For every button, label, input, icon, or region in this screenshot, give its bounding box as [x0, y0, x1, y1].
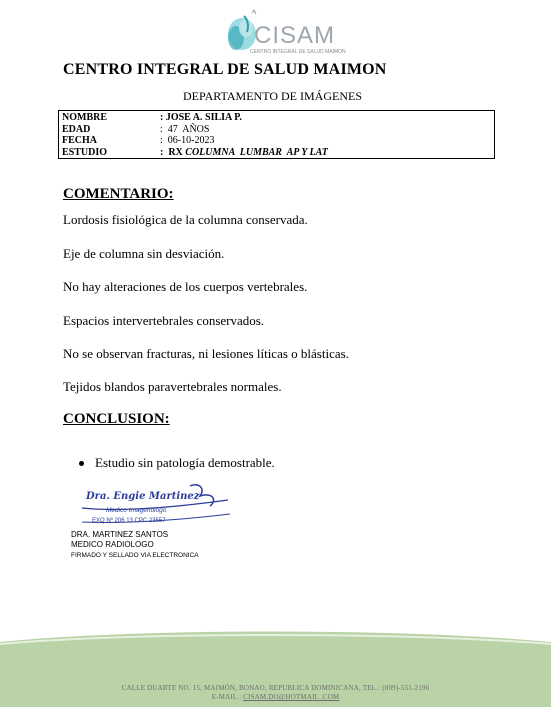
age-value: : 47 AÑOS [160, 123, 210, 135]
conclusion-heading: CONCLUSION: [63, 411, 170, 427]
commentary-line: Tejidos blandos paravertebrales normales. [63, 379, 282, 394]
signature-stamp [80, 478, 240, 534]
logo-subtitle: CENTRO INTEGRAL DE SALUD MAIMON [250, 49, 346, 55]
commentary-heading: COMENTARIO: [63, 186, 174, 202]
study-label: ESTUDIO [62, 146, 108, 158]
study-prefix: : RX [160, 146, 186, 158]
info-row-study [62, 147, 494, 159]
stamp-title: Medico Imagenologo [106, 507, 167, 514]
signature-stamp-icon [80, 478, 240, 534]
conclusion-text: Estudio sin patología demostrable. [95, 455, 275, 470]
commentary-line: Eje de columna sin desviación. [63, 246, 225, 261]
commentary-line: Lordosis fisiológica de la columna conservada. [63, 212, 308, 227]
info-row-name [62, 112, 494, 124]
footer-address: CALLE DUARTE NO. 15, MAIMÓN, BONAO, REPUBLICA DOMINICANA, TEL.: (809)-551-2196 [121, 684, 430, 692]
footer-email-line [0, 693, 551, 701]
page-title: CENTRO INTEGRAL DE SALUD MAIMON [63, 61, 387, 78]
stamp-exq: EXQ Nº 206 13 CPC 23557 [92, 518, 166, 524]
bullet-icon [79, 461, 84, 466]
study-value: COLUMNA LUMBAR AP Y LAT [185, 146, 328, 158]
cisam-logo [214, 8, 344, 58]
signer-title: MEDICO RADIOLOGO [71, 540, 154, 549]
commentary-line: Espacios intervertebrales conservados. [63, 313, 265, 328]
age-label: EDAD [62, 123, 91, 135]
patient-info-box [58, 110, 495, 159]
date-value: : 06-10-2023 [160, 135, 215, 146]
name-value: : JOSE A. SILIA P. [160, 112, 242, 123]
info-row-date [62, 135, 494, 147]
logo-text: CISAM [254, 22, 336, 49]
footer-email-label: E-MAIL : [211, 693, 244, 701]
date-label: FECHA [62, 135, 97, 146]
stamp-name: Dra. Engie Martinez [86, 491, 200, 502]
commentary-line: No se observan fracturas, ni lesiones líticas o blásticas. [63, 346, 349, 361]
department-title: DEPARTAMENTO DE IMÁGENES [183, 89, 362, 103]
signature-note: FIRMADO Y SELLADO VIA ELECTRONICA [71, 552, 199, 559]
name-label: NOMBRE [62, 112, 107, 123]
signer-name: DRA. MARTINEZ SANTOS [71, 530, 169, 539]
commentary-line: No hay alteraciones de los cuerpos vertebrales. [63, 279, 308, 294]
footer-email-link[interactable]: CISAM.DO@HOTMAIL .COM [243, 693, 340, 701]
conclusion-item [79, 455, 275, 471]
info-row-age [62, 124, 494, 136]
